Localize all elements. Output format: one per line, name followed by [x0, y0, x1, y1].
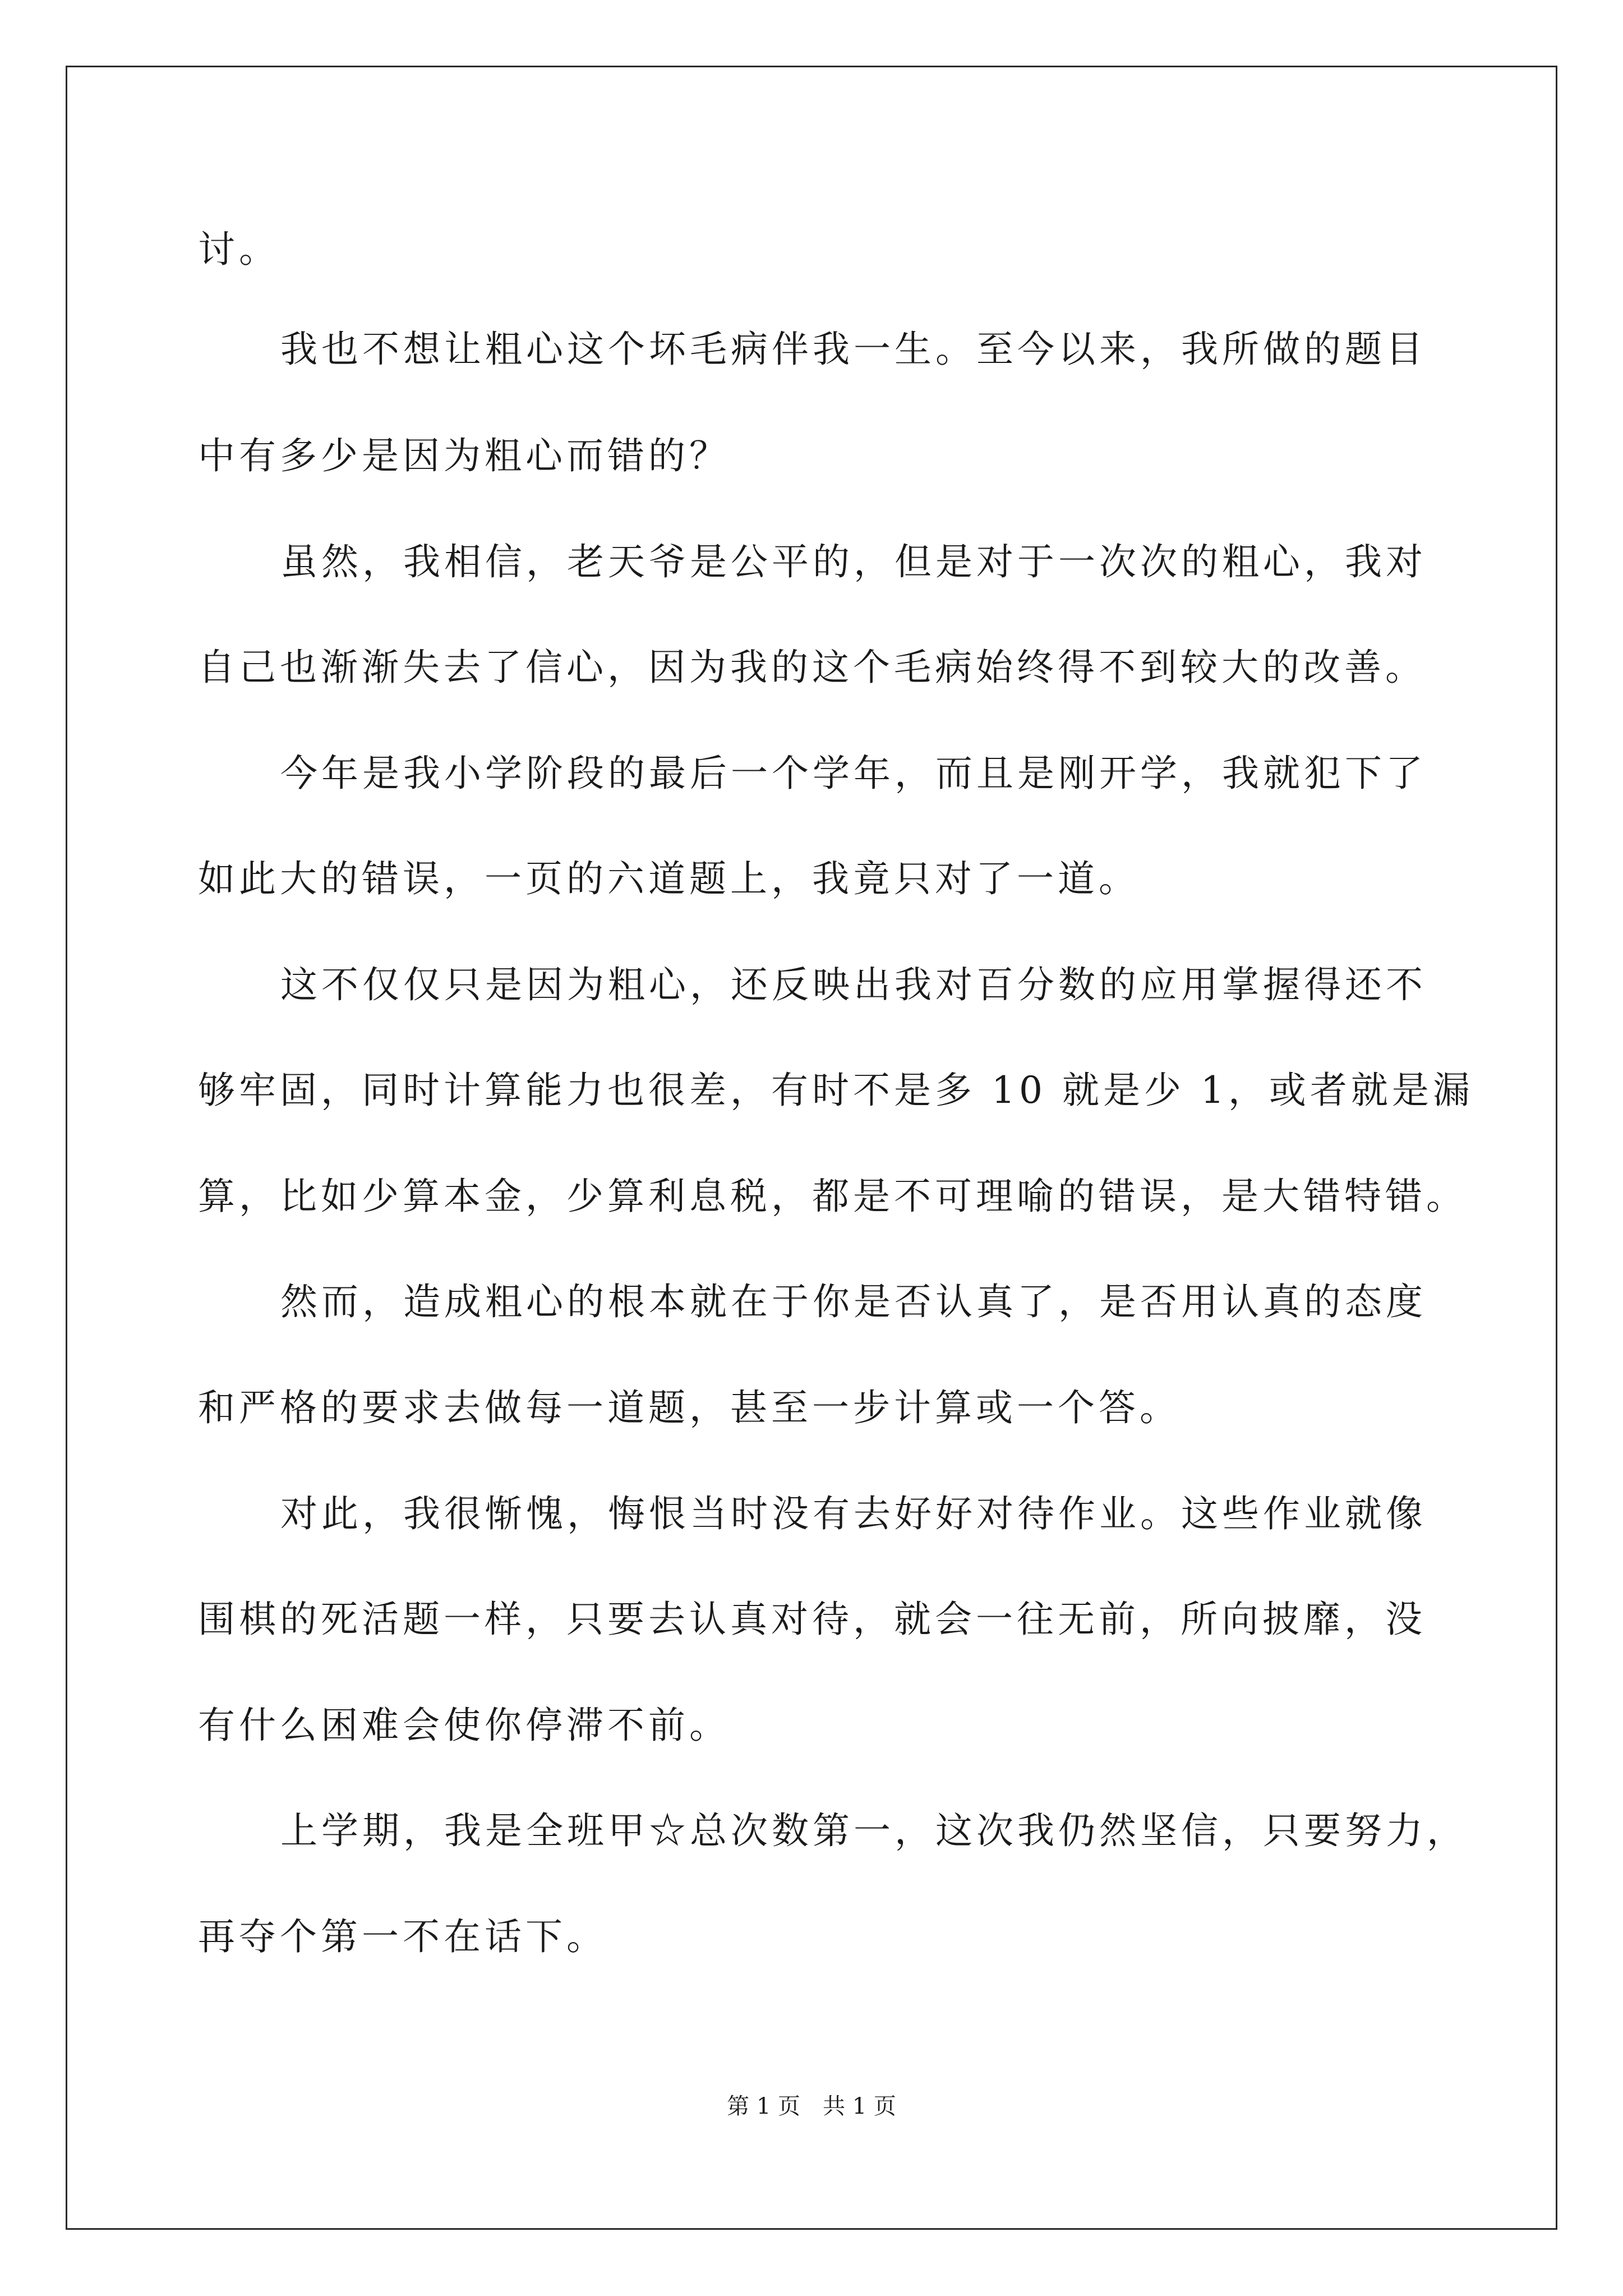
text-line: 和严格的要求去做每一道题，甚至一步计算或一个答。 — [198, 1386, 1181, 1429]
text-line: 有什么困难会使你停滞不前。 — [198, 1704, 730, 1747]
text-line: 算，比如少算本金，少算利息税，都是不可理喻的错误，是大错特错。 — [198, 1175, 1467, 1218]
text-line: 中有多少是因为粗心而错的？ — [198, 434, 730, 477]
text-line: 然而，造成粗心的根本就在于你是否认真了，是否用认真的态度 — [280, 1280, 1427, 1323]
text-line: 我也不想让粗心这个坏毛病伴我一生。至今以来，我所做的题目 — [280, 328, 1427, 371]
text-line: 对此，我很惭愧，悔恨当时没有去好好对待作业。这些作业就像 — [280, 1492, 1427, 1535]
text-line: 再夺个第一不在话下。 — [198, 1915, 607, 1958]
text-line: 上学期，我是全班甲☆总次数第一，这次我仍然坚信，只要努力， — [280, 1809, 1468, 1852]
text-line: 今年是我小学阶段的最后一个学年，而且是刚开学，我就犯下了 — [280, 752, 1427, 795]
page-border — [66, 66, 1557, 2230]
text-line: 这不仅仅只是因为粗心，还反映出我对百分数的应用掌握得还不 — [280, 963, 1427, 1006]
text-line: 虽然，我相信，老天爷是公平的，但是对于一次次的粗心，我对 — [280, 540, 1427, 583]
text-line: 自己也渐渐失去了信心，因为我的这个毛病始终得不到较大的改善。 — [198, 646, 1426, 689]
text-line: 讨。 — [198, 228, 280, 271]
page-number-footer: 第 1 页 共 1 页 — [727, 2093, 896, 2119]
text-line: 围棋的死活题一样，只要去认真对待，就会一往无前，所向披靡，没 — [198, 1598, 1426, 1641]
text-line: 够牢固，同时计算能力也很差，有时不是多 10 就是少 1，或者就是漏 — [198, 1069, 1474, 1112]
text-line: 如此大的错误，一页的六道题上，我竟只对了一道。 — [198, 857, 1140, 900]
